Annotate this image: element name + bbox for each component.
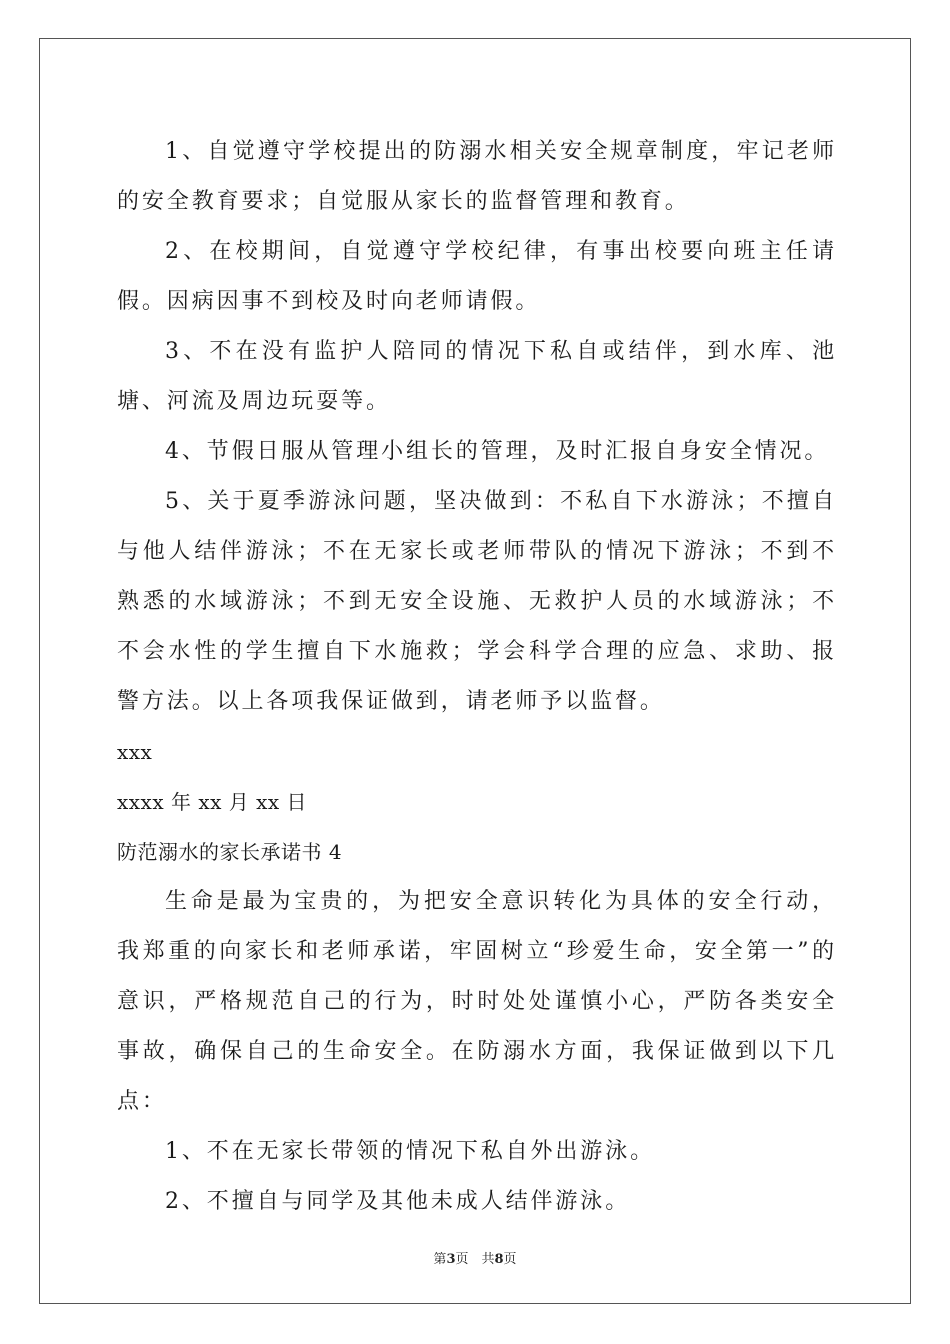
footer-total-pages: 8: [494, 1252, 504, 1267]
section-title: 防范溺水的家长承诺书 4: [117, 840, 343, 864]
document-body: [117, 127, 837, 1227]
footer-suffix: 页: [503, 1252, 517, 1267]
paragraph-item-1: 1、自觉遵守学校提出的防溺水相关安全规章制度，牢记老师的安全教育要求；自觉服从家长的监督管理和教育。: [117, 139, 837, 214]
page-footer: [0, 1248, 950, 1267]
signature: xxx: [117, 740, 153, 764]
paragraph-item-4: 4、节假日服从管理小组长的管理，及时汇报自身安全情况。: [165, 439, 830, 464]
date-line: xxxx 年 xx 月 xx 日: [117, 790, 308, 814]
paragraph-item-b2: 2、不擅自与同学及其他未成人结伴游泳。: [165, 1189, 631, 1214]
footer-prefix: 第: [433, 1252, 447, 1267]
footer-current-page: 3: [446, 1252, 456, 1267]
intro-paragraph: 生命是最为宝贵的，为把安全意识转化为具体的安全行动，我郑重的向家长和老师承诺，牢固树立“珍爱生命，安全第一”的意识，严格规范自己的行为，时时处处谨慎小心，严防各类安全事故，确保自己的生命安全。在防溺水方面，我保证做到以下几点：: [117, 889, 837, 1114]
paragraph-item-3: 3、不在没有监护人陪同的情况下私自或结伴，到水库、池塘、河流及周边玩耍等。: [117, 339, 837, 414]
paragraph-item-5: 5、关于夏季游泳问题，坚决做到：不私自下水游泳；不擅自与他人结伴游泳；不在无家长或老师带队的情况下游泳；不到不熟悉的水域游泳；不到无安全设施、无救护人员的水域游泳；不不会水性的学生擅自下水施救；学会科学合理的应急、求助、报警方法。以上各项我保证做到，请老师予以监督。: [117, 489, 837, 714]
footer-mid: 页 共: [455, 1252, 495, 1267]
paragraph-item-2: 2、在校期间，自觉遵守学校纪律，有事出校要向班主任请假。因病因事不到校及时向老师请假。: [117, 239, 837, 314]
paragraph-item-b1: 1、不在无家长带领的情况下私自外出游泳。: [165, 1139, 655, 1164]
